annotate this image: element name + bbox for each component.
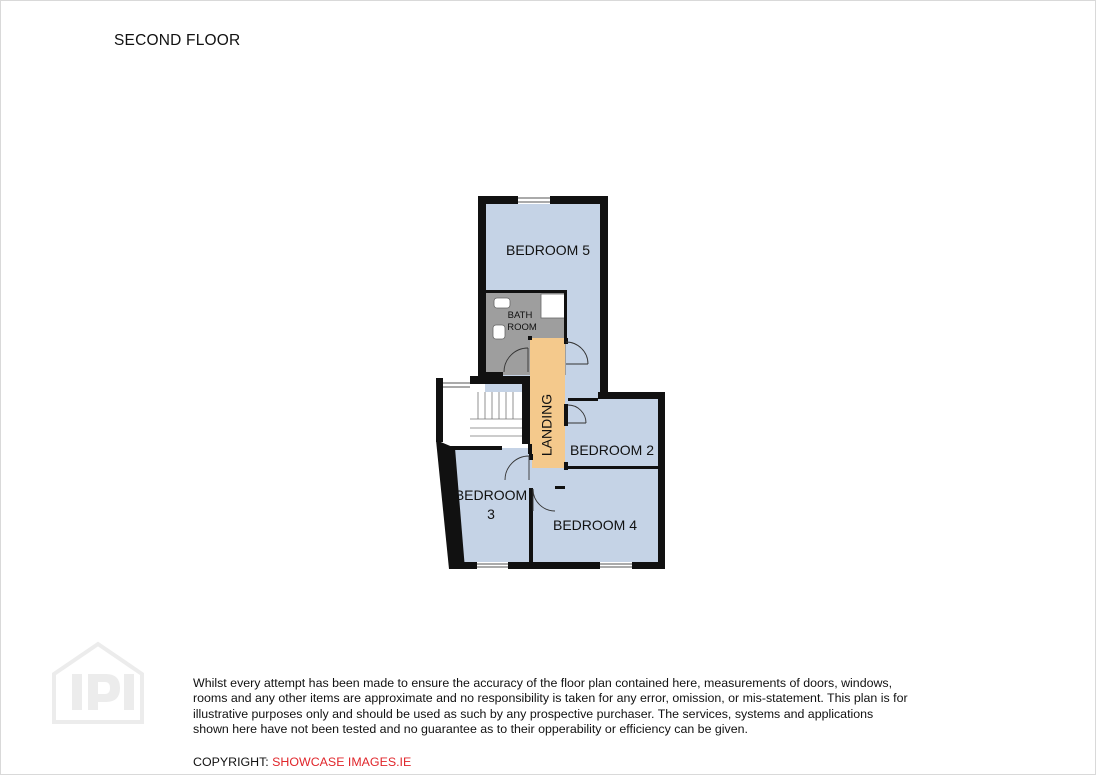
staircase [470,392,522,444]
bathroom-label-line1: BATH [507,310,533,321]
bedroom-2-label: BEDROOM 2 [569,442,655,458]
floor-title: SECOND FLOOR [114,32,241,49]
sink-fixture [493,325,505,339]
toilet-fixture [494,298,510,308]
pi-house-logo-icon [50,640,146,724]
bathroom-label-line2: ROOM [507,322,537,333]
bedroom-4-label: BEDROOM 4 [552,517,638,533]
bedroom-3-label-line1: BEDROOM [454,487,528,503]
copyright-brand: SHOWCASE IMAGES.IE [272,755,412,769]
bedroom-5-label: BEDROOM 5 [505,242,591,258]
bedroom-4-area [532,468,660,562]
bedroom-3-label-line2: 3 [487,506,495,522]
disclaimer-text: Whilst every attempt has been made to ensure the accuracy of the floor plan contained here, measurements of doors, windows, rooms and any other items are approximate and no responsibility is taken for any error, omission, or mis-statement. This plan is for illustrative purposes only and should be used as such by any prospective purchaser. The services, systems and applications shown here have not been tested and no guarantee as to their opperability or efficiency can be given. [193,676,908,736]
copyright-prefix: COPYRIGHT: [193,755,273,769]
copyright-line [193,755,411,769]
bath-fixture [541,294,565,318]
landing-label: LANDING [538,393,555,457]
